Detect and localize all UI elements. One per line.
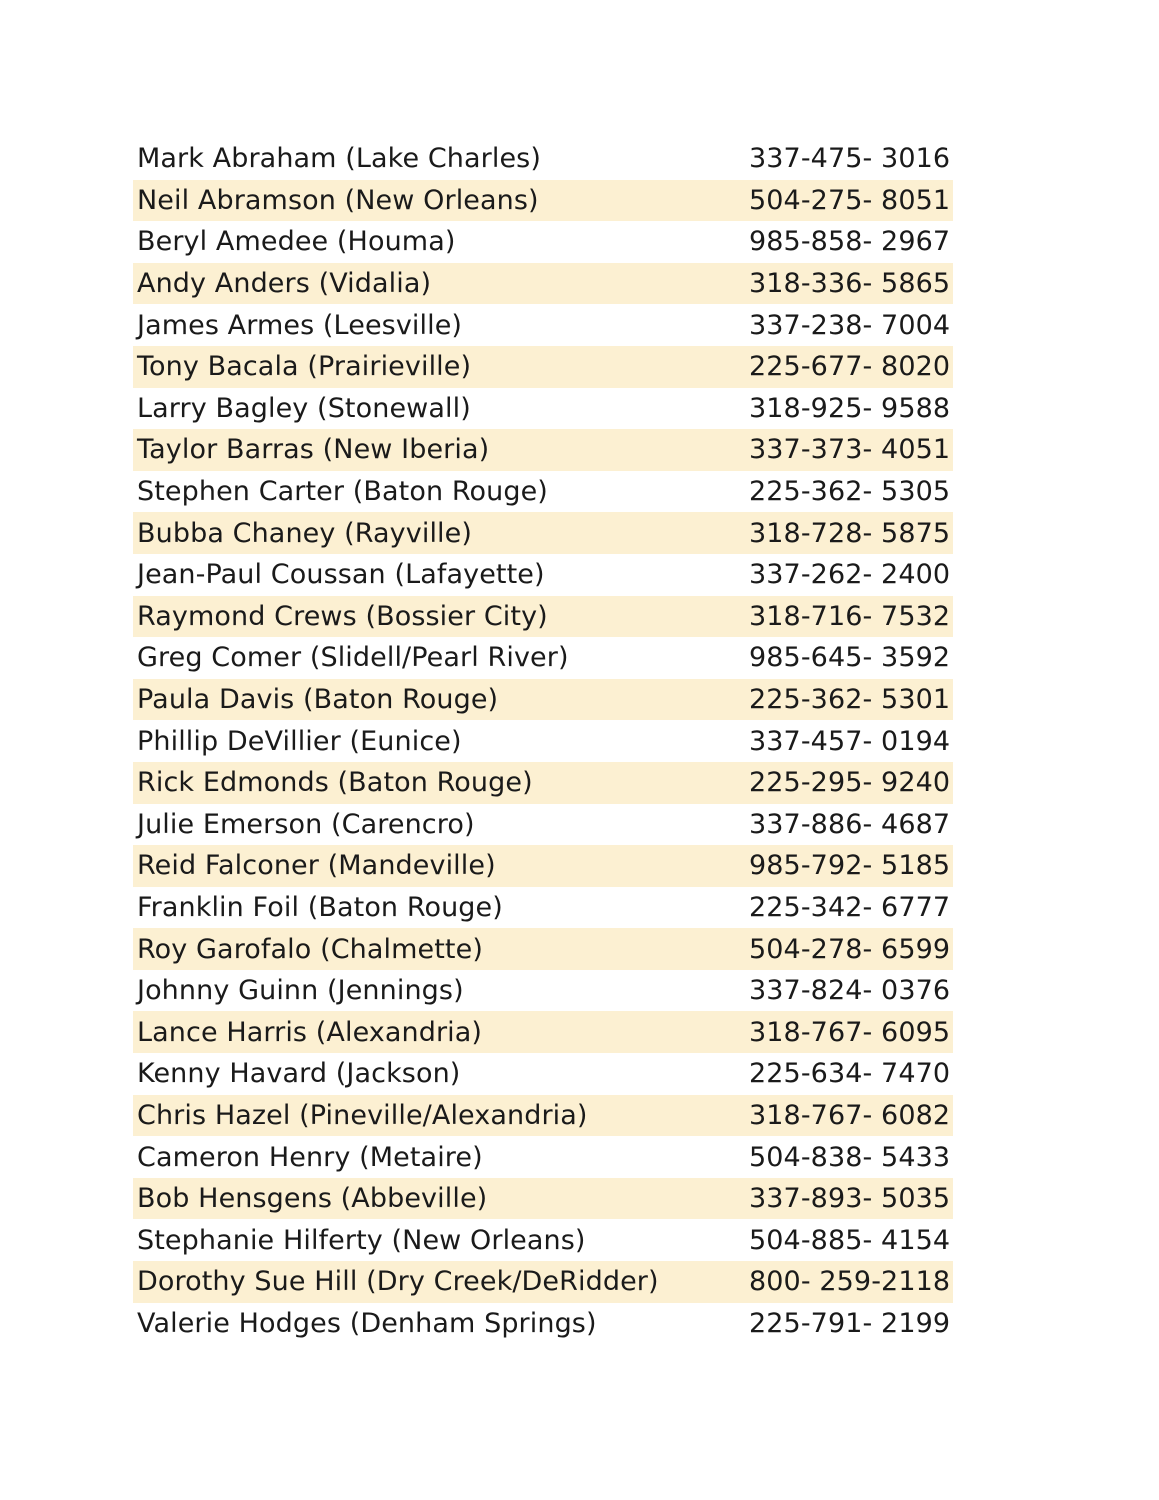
contact-phone: 504-885- 4154 <box>749 1224 951 1256</box>
contact-name: Jean-Paul Coussan (Lafayette) <box>137 559 545 591</box>
contact-phone: 337-824- 0376 <box>749 975 951 1007</box>
contact-name: Johnny Guinn (Jennings) <box>137 975 464 1007</box>
table-row <box>133 845 953 887</box>
contact-phone: 318-925- 9588 <box>749 392 951 424</box>
contact-name: James Armes (Leesville) <box>137 309 463 341</box>
contact-name: Phillip DeVillier (Eunice) <box>137 725 462 757</box>
contact-name: Greg Comer (Slidell/Pearl River) <box>137 642 569 674</box>
contact-name: Lance Harris (Alexandria) <box>137 1016 483 1048</box>
table-row <box>133 429 953 471</box>
contact-phone: 337-373- 4051 <box>749 434 951 466</box>
contact-name: Paula Davis (Baton Rouge) <box>137 684 499 716</box>
contact-phone: 985-792- 5185 <box>749 850 951 882</box>
contact-name: Chris Hazel (Pineville/Alexandria) <box>137 1099 588 1131</box>
contact-phone: 800- 259-2118 <box>749 1266 951 1298</box>
contact-phone: 225-342- 6777 <box>749 891 951 923</box>
contact-phone: 225-362- 5305 <box>749 476 951 508</box>
contact-phone: 337-457- 0194 <box>749 725 951 757</box>
table-row <box>133 512 953 554</box>
contact-name: Roy Garofalo (Chalmette) <box>137 933 483 965</box>
table-row <box>133 304 953 346</box>
table-row <box>133 928 953 970</box>
contact-name: Cameron Henry (Metaire) <box>137 1141 483 1173</box>
contact-name: Beryl Amedee (Houma) <box>137 226 456 258</box>
contact-name: Julie Emerson (Carencro) <box>137 808 475 840</box>
contact-phone: 318-728- 5875 <box>749 517 951 549</box>
contact-phone: 225-295- 9240 <box>749 767 951 799</box>
contact-table <box>133 138 953 1344</box>
table-row <box>133 263 953 305</box>
contact-name: Taylor Barras (New Iberia) <box>137 434 490 466</box>
contact-name: Franklin Foil (Baton Rouge) <box>137 891 503 923</box>
contact-phone: 337-262- 2400 <box>749 559 951 591</box>
contact-name: Stephanie Hilferty (New Orleans) <box>137 1224 586 1256</box>
contact-name: Tony Bacala (Prairieville) <box>137 351 472 383</box>
table-row <box>133 1136 953 1178</box>
contact-name: Stephen Carter (Baton Rouge) <box>137 476 548 508</box>
contact-phone: 985-858- 2967 <box>749 226 951 258</box>
contact-phone: 225-791- 2199 <box>749 1307 951 1339</box>
table-row <box>133 1261 953 1303</box>
contact-name: Neil Abramson (New Orleans) <box>137 184 539 216</box>
table-row <box>133 804 953 846</box>
table-row <box>133 388 953 430</box>
table-row <box>133 554 953 596</box>
table-row <box>133 637 953 679</box>
contact-name: Larry Bagley (Stonewall) <box>137 392 471 424</box>
contact-phone: 504-278- 6599 <box>749 933 951 965</box>
table-row <box>133 887 953 929</box>
contact-name: Raymond Crews (Bossier City) <box>137 600 548 632</box>
contact-phone: 225-362- 5301 <box>749 684 951 716</box>
table-row <box>133 1303 953 1345</box>
contact-phone: 318-767- 6082 <box>749 1099 951 1131</box>
contact-name: Bubba Chaney (Rayville) <box>137 517 472 549</box>
contact-phone: 318-767- 6095 <box>749 1016 951 1048</box>
contact-name: Andy Anders (Vidalia) <box>137 268 432 300</box>
table-row <box>133 1011 953 1053</box>
table-row <box>133 970 953 1012</box>
contact-name: Reid Falconer (Mandeville) <box>137 850 496 882</box>
contact-phone: 225-677- 8020 <box>749 351 951 383</box>
contact-phone: 337-886- 4687 <box>749 808 951 840</box>
contact-name: Bob Hensgens (Abbeville) <box>137 1183 488 1215</box>
contact-name: Valerie Hodges (Denham Springs) <box>137 1307 597 1339</box>
contact-phone: 318-336- 5865 <box>749 268 951 300</box>
contact-name: Mark Abraham (Lake Charles) <box>137 143 541 175</box>
table-row <box>133 346 953 388</box>
contact-phone: 504-275- 8051 <box>749 184 951 216</box>
table-row <box>133 221 953 263</box>
contact-phone: 504-838- 5433 <box>749 1141 951 1173</box>
contact-phone: 225-634- 7470 <box>749 1058 951 1090</box>
contact-name: Kenny Havard (Jackson) <box>137 1058 461 1090</box>
contact-name: Dorothy Sue Hill (Dry Creek/DeRidder) <box>137 1266 659 1298</box>
table-row <box>133 596 953 638</box>
table-row <box>133 1219 953 1261</box>
contact-phone: 985-645- 3592 <box>749 642 951 674</box>
table-row <box>133 1053 953 1095</box>
table-row <box>133 138 953 180</box>
table-row <box>133 1178 953 1220</box>
contact-phone: 318-716- 7532 <box>749 600 951 632</box>
contact-name: Rick Edmonds (Baton Rouge) <box>137 767 533 799</box>
contact-phone: 337-893- 5035 <box>749 1183 951 1215</box>
table-row <box>133 471 953 513</box>
table-row <box>133 1095 953 1137</box>
contact-phone: 337-475- 3016 <box>749 143 951 175</box>
contact-phone: 337-238- 7004 <box>749 309 951 341</box>
table-row <box>133 762 953 804</box>
table-row <box>133 180 953 222</box>
table-row <box>133 720 953 762</box>
table-row <box>133 679 953 721</box>
